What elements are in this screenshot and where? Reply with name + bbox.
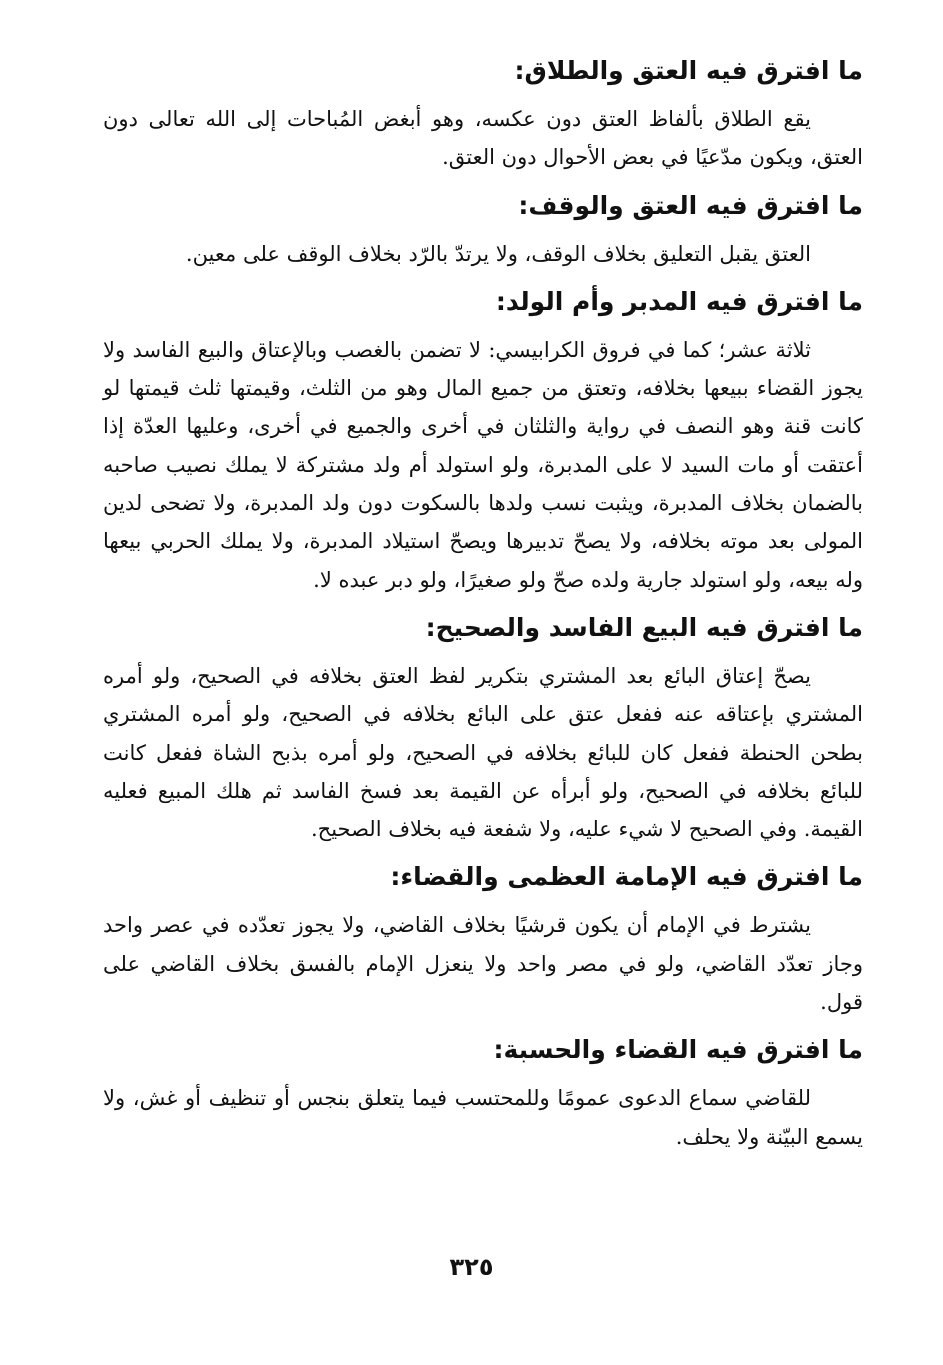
section-paragraph: يصحّ إعتاق البائع بعد المشتري بتكرير لفظ العتق بخلافه في الصحيح، ولو أمره المشتري بإعتاقه عنه ففعل عتق على البائع بخلافه في الصحيح، ولو أمره المشتري بطحن الحنطة ففعل كان للبائع بخلافه في الصحيح، ولو أمره بذبح الشاة ففعل كانت للبائع بخلافه في الصحيح، ولو أبرأه عن القيمة بعد فسخ الفاسد ثم هلك المبيع فعليه القيمة. وفي الصحيح لا شيء عليه، ولا شفعة فيه بخلاف الصحيح. — [103, 663, 863, 842]
section-emancipation-divorce — [103, 52, 863, 177]
section-heading: ما افترق فيه العتق والطلاق: — [514, 56, 863, 85]
section-paragraph: يقع الطلاق بألفاظ العتق دون عكسه، وهو أبغض المُباحات إلى الله تعالى دون العتق، ويكون مدّعيًا في بعض الأحوال دون العتق. — [103, 107, 863, 170]
section-paragraph: للقاضي سماع الدعوى عمومًا وللمحتسب فيما يتعلق بنجس أو تنظيف أو غش، ولا يسمع البيّنة ولا يحلف. — [103, 1086, 863, 1149]
section-void-valid-sale — [103, 609, 863, 848]
section-paragraph: العتق يقبل التعليق بخلاف الوقف، ولا يرتدّ بالرّد بخلاف الوقف على معين. — [185, 241, 811, 266]
section-emancipation-endowment — [103, 187, 863, 273]
section-paragraph: يشترط في الإمام أن يكون قرشيًا بخلاف القاضي، ولا يجوز تعدّده في عصر واحد وجاز تعدّد القاضي، ولو في مصر واحد ولا ينعزل الإمام بالفسق بخلاف القاضي على قول. — [103, 913, 863, 1015]
section-judiciary-hisba — [103, 1031, 863, 1156]
section-imamate-judiciary — [103, 858, 863, 1021]
section-heading: ما افترق فيه البيع الفاسد والصحيح: — [425, 612, 863, 642]
section-heading: ما افترق فيه العتق والوقف: — [518, 190, 863, 220]
section-heading: ما افترق فيه الإمامة العظمى والقضاء: — [390, 862, 863, 892]
section-heading: ما افترق فيه المدبر وأم الولد: — [495, 286, 863, 316]
section-paragraph: ثلاثة عشر؛ كما في فروق الكرابيسي: لا تضمن بالغصب وبالإعتاق والبيع الفاسد ولا يجوز القضاء ببيعها بخلافه، وتعتق من جميع المال وهو من الثلث، وقيمتها ثلث قيمتها لو كانت قنة وهو النصف في رواية والثلثان في أخرى والجميع في أخرى، وعليها العدّة إذا أعتقت أو مات السيد لا على المدبرة، ولو استولد أم ولد مشتركة لا يملك نصيب صاحبه بالضمان بخلاف المدبرة، ويثبت نسب ولدها بالسكوت دون ولد المدبرة، ولا تضحى لدين المولى بعد موته بخلافه، ولا يصحّ تدبيرها ويصحّ استيلاد المدبرة، ولا يملك الحربي بيعها وله بيعه، ولو استولد جارية ولده صحّ ولو صغيرًا، ولو دبر عبده لا. — [103, 337, 863, 592]
page-number: ٣٢٥ — [449, 1253, 494, 1281]
section-heading: ما افترق فيه القضاء والحسبة: — [493, 1035, 863, 1065]
section-mudabbar-umm-walad — [103, 283, 863, 599]
